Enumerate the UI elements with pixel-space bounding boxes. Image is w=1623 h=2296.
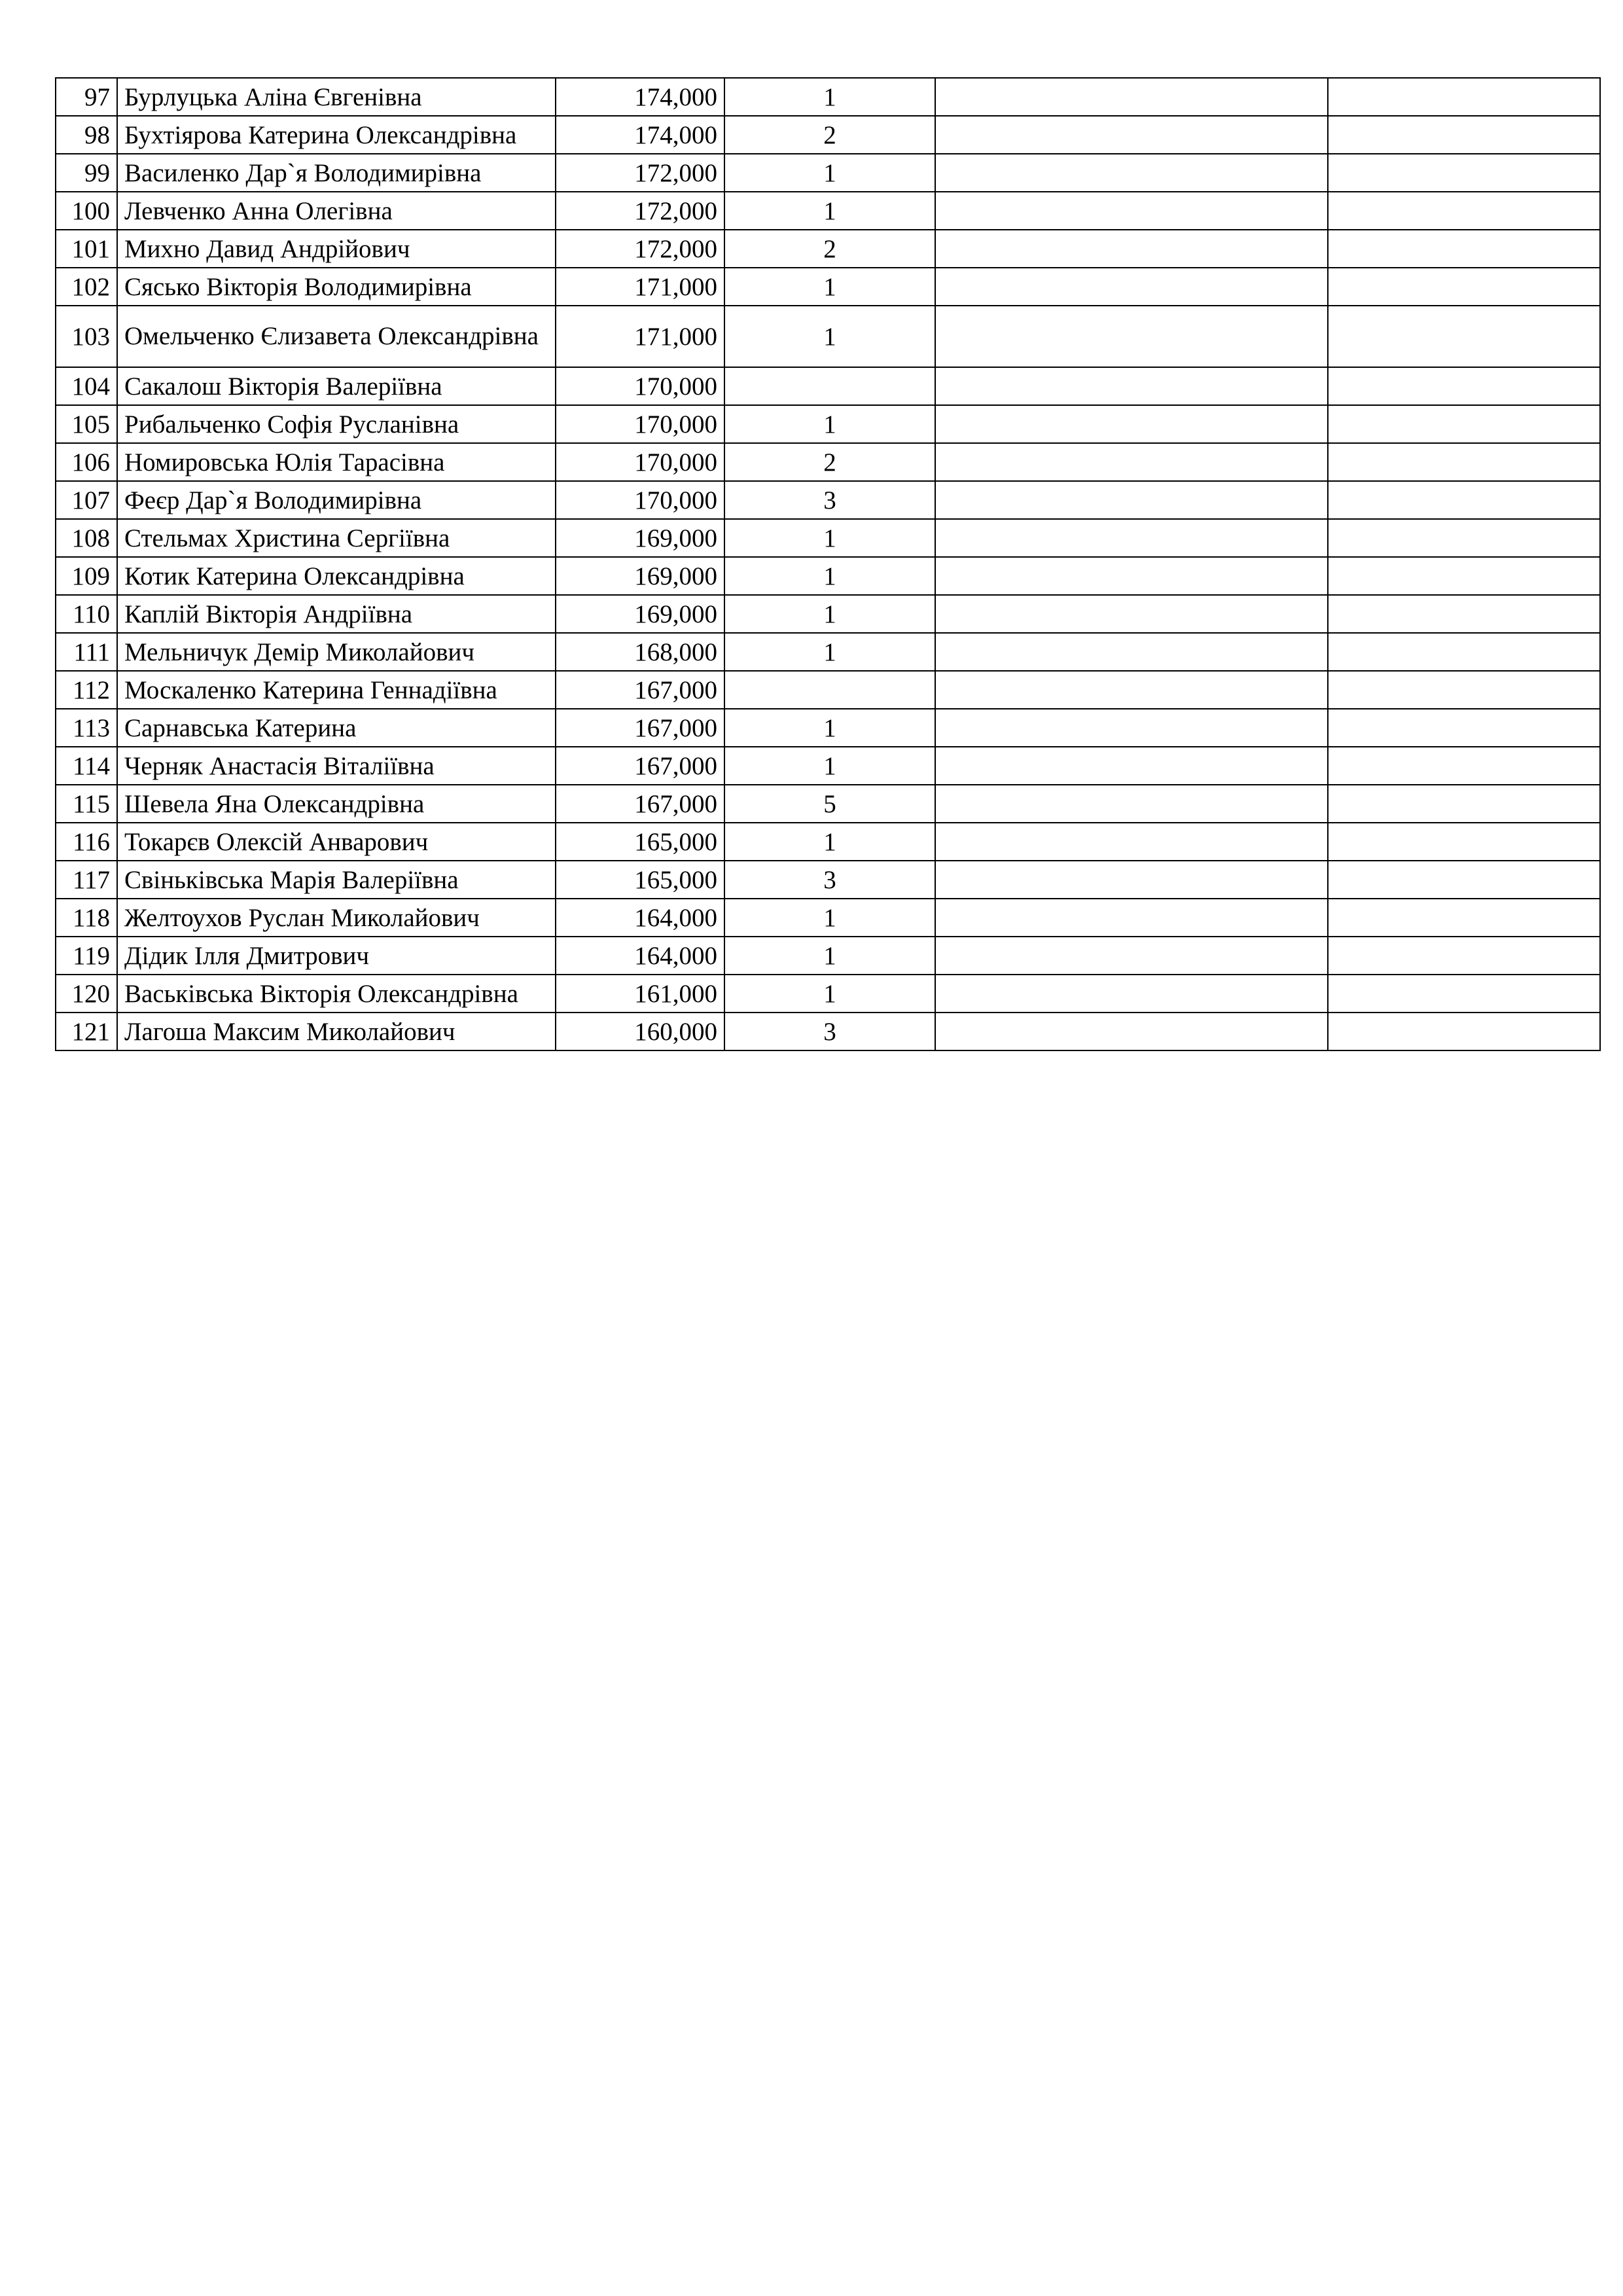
empty-cell (1328, 861, 1600, 899)
empty-cell (1328, 230, 1600, 268)
empty-cell (935, 595, 1328, 633)
empty-cell (1328, 268, 1600, 306)
table-row (56, 481, 1600, 519)
table-row (56, 192, 1600, 230)
applicant-name: Москаленко Катерина Геннадіївна (117, 671, 556, 709)
competitive-score: 165,000 (556, 823, 724, 861)
table-row (56, 785, 1600, 823)
empty-cell (935, 937, 1328, 975)
applicant-name: Шевела Яна Олександрівна (117, 785, 556, 823)
empty-cell (935, 519, 1328, 557)
empty-cell (1328, 154, 1600, 192)
row-number: 110 (56, 595, 117, 633)
table-row (56, 709, 1600, 747)
applicant-name: Дідик Ілля Дмитрович (117, 937, 556, 975)
row-number: 99 (56, 154, 117, 192)
priority (724, 671, 935, 709)
competitive-score: 170,000 (556, 367, 724, 405)
priority: 1 (724, 747, 935, 785)
competitive-score: 167,000 (556, 747, 724, 785)
priority: 1 (724, 519, 935, 557)
row-number: 108 (56, 519, 117, 557)
empty-cell (1328, 709, 1600, 747)
empty-cell (1328, 443, 1600, 481)
applicant-name: Рибальченко Софія Русланівна (117, 405, 556, 443)
empty-cell (935, 306, 1328, 367)
table-row (56, 405, 1600, 443)
applicant-name: Сакалош Вікторія Валеріївна (117, 367, 556, 405)
empty-cell (935, 154, 1328, 192)
competitive-score: 169,000 (556, 519, 724, 557)
empty-cell (1328, 78, 1600, 116)
competitive-score: 170,000 (556, 443, 724, 481)
table-row (56, 671, 1600, 709)
table-row (56, 557, 1600, 595)
empty-cell (1328, 116, 1600, 154)
applicant-name: Токарєв Олексій Анварович (117, 823, 556, 861)
empty-cell (935, 557, 1328, 595)
priority: 3 (724, 481, 935, 519)
priority: 1 (724, 937, 935, 975)
competitive-score: 167,000 (556, 785, 724, 823)
competitive-score: 169,000 (556, 595, 724, 633)
applicant-name: Феєр Дар`я Володимирівна (117, 481, 556, 519)
table-row (56, 367, 1600, 405)
table-row (56, 899, 1600, 937)
empty-cell (935, 367, 1328, 405)
applicant-name: Сясько Вікторія Володимирівна (117, 268, 556, 306)
applicant-name: Левченко Анна Олегівна (117, 192, 556, 230)
row-number: 119 (56, 937, 117, 975)
empty-cell (1328, 519, 1600, 557)
priority: 1 (724, 405, 935, 443)
table-row (56, 154, 1600, 192)
empty-cell (1328, 785, 1600, 823)
row-number: 102 (56, 268, 117, 306)
empty-cell (935, 230, 1328, 268)
priority: 1 (724, 595, 935, 633)
row-number: 106 (56, 443, 117, 481)
empty-cell (935, 405, 1328, 443)
table-row (56, 595, 1600, 633)
competitive-score: 172,000 (556, 192, 724, 230)
empty-cell (935, 709, 1328, 747)
applicant-name: Бухтіярова Катерина Олександрівна (117, 116, 556, 154)
priority: 1 (724, 633, 935, 671)
competitive-score: 170,000 (556, 405, 724, 443)
empty-cell (1328, 306, 1600, 367)
priority: 1 (724, 154, 935, 192)
table-row (56, 230, 1600, 268)
empty-cell (935, 1013, 1328, 1050)
applicant-name: Мельничук Демір Миколайович (117, 633, 556, 671)
empty-cell (1328, 481, 1600, 519)
empty-cell (935, 116, 1328, 154)
competitive-score: 161,000 (556, 975, 724, 1013)
row-number: 120 (56, 975, 117, 1013)
competitive-score: 168,000 (556, 633, 724, 671)
applicant-name: Каплій Вікторія Андріївна (117, 595, 556, 633)
applicant-name: Желтоухов Руслан Миколайович (117, 899, 556, 937)
empty-cell (935, 633, 1328, 671)
competitive-score: 167,000 (556, 709, 724, 747)
empty-cell (1328, 1013, 1600, 1050)
competitive-score: 174,000 (556, 78, 724, 116)
priority: 2 (724, 443, 935, 481)
applicant-name: Лагоша Максим Миколайович (117, 1013, 556, 1050)
priority: 1 (724, 268, 935, 306)
empty-cell (935, 899, 1328, 937)
competitive-score: 172,000 (556, 154, 724, 192)
empty-cell (935, 823, 1328, 861)
priority: 1 (724, 192, 935, 230)
priority: 1 (724, 823, 935, 861)
applicant-name: Васьківська Вікторія Олександрівна (117, 975, 556, 1013)
empty-cell (1328, 823, 1600, 861)
competitive-score: 170,000 (556, 481, 724, 519)
empty-cell (935, 192, 1328, 230)
competitive-score: 164,000 (556, 937, 724, 975)
empty-cell (1328, 595, 1600, 633)
table-row (56, 823, 1600, 861)
priority: 1 (724, 78, 935, 116)
priority: 1 (724, 899, 935, 937)
row-number: 107 (56, 481, 117, 519)
row-number: 116 (56, 823, 117, 861)
table-row (56, 747, 1600, 785)
priority: 2 (724, 116, 935, 154)
applicant-name: Стельмах Христина Сергіївна (117, 519, 556, 557)
row-number: 112 (56, 671, 117, 709)
table-row (56, 519, 1600, 557)
empty-cell (935, 78, 1328, 116)
competitive-score: 171,000 (556, 268, 724, 306)
row-number: 103 (56, 306, 117, 367)
empty-cell (935, 975, 1328, 1013)
priority: 3 (724, 861, 935, 899)
competitive-score: 165,000 (556, 861, 724, 899)
empty-cell (1328, 405, 1600, 443)
priority (724, 367, 935, 405)
applicant-name: Бурлуцька Аліна Євгенівна (117, 78, 556, 116)
priority: 1 (724, 975, 935, 1013)
priority: 2 (724, 230, 935, 268)
row-number: 105 (56, 405, 117, 443)
empty-cell (935, 747, 1328, 785)
row-number: 113 (56, 709, 117, 747)
row-number: 101 (56, 230, 117, 268)
table-row (56, 861, 1600, 899)
empty-cell (935, 443, 1328, 481)
empty-cell (1328, 192, 1600, 230)
table-row (56, 1013, 1600, 1050)
empty-cell (1328, 899, 1600, 937)
table-row (56, 268, 1600, 306)
row-number: 109 (56, 557, 117, 595)
applicant-ranking-table (55, 77, 1601, 1051)
table-row (56, 443, 1600, 481)
row-number: 104 (56, 367, 117, 405)
table-row (56, 116, 1600, 154)
applicant-name: Номировська Юлія Тарасівна (117, 443, 556, 481)
row-number: 114 (56, 747, 117, 785)
empty-cell (935, 481, 1328, 519)
competitive-score: 174,000 (556, 116, 724, 154)
applicant-name: Котик Катерина Олександрівна (117, 557, 556, 595)
table-row (56, 633, 1600, 671)
table-row (56, 306, 1600, 367)
applicant-name: Василенко Дар`я Володимирівна (117, 154, 556, 192)
empty-cell (1328, 747, 1600, 785)
table-row (56, 975, 1600, 1013)
row-number: 115 (56, 785, 117, 823)
priority: 5 (724, 785, 935, 823)
table-row (56, 78, 1600, 116)
row-number: 117 (56, 861, 117, 899)
row-number: 100 (56, 192, 117, 230)
row-number: 111 (56, 633, 117, 671)
empty-cell (1328, 367, 1600, 405)
empty-cell (1328, 671, 1600, 709)
priority: 1 (724, 306, 935, 367)
applicant-name: Черняк Анастасія Віталіївна (117, 747, 556, 785)
row-number: 121 (56, 1013, 117, 1050)
competitive-score: 167,000 (556, 671, 724, 709)
priority: 3 (724, 1013, 935, 1050)
empty-cell (935, 785, 1328, 823)
empty-cell (935, 861, 1328, 899)
applicant-name: Михно Давид Андрійович (117, 230, 556, 268)
empty-cell (1328, 557, 1600, 595)
competitive-score: 160,000 (556, 1013, 724, 1050)
competitive-score: 171,000 (556, 306, 724, 367)
row-number: 118 (56, 899, 117, 937)
row-number: 97 (56, 78, 117, 116)
competitive-score: 172,000 (556, 230, 724, 268)
applicant-name: Свіньківська Марія Валеріївна (117, 861, 556, 899)
empty-cell (1328, 975, 1600, 1013)
competitive-score: 169,000 (556, 557, 724, 595)
priority: 1 (724, 709, 935, 747)
table-row (56, 937, 1600, 975)
empty-cell (935, 671, 1328, 709)
empty-cell (1328, 633, 1600, 671)
applicant-name: Омельченко Єлизавета Олександрівна (117, 306, 556, 367)
applicant-name: Сарнавська Катерина (117, 709, 556, 747)
priority: 1 (724, 557, 935, 595)
row-number: 98 (56, 116, 117, 154)
empty-cell (1328, 937, 1600, 975)
competitive-score: 164,000 (556, 899, 724, 937)
empty-cell (935, 268, 1328, 306)
